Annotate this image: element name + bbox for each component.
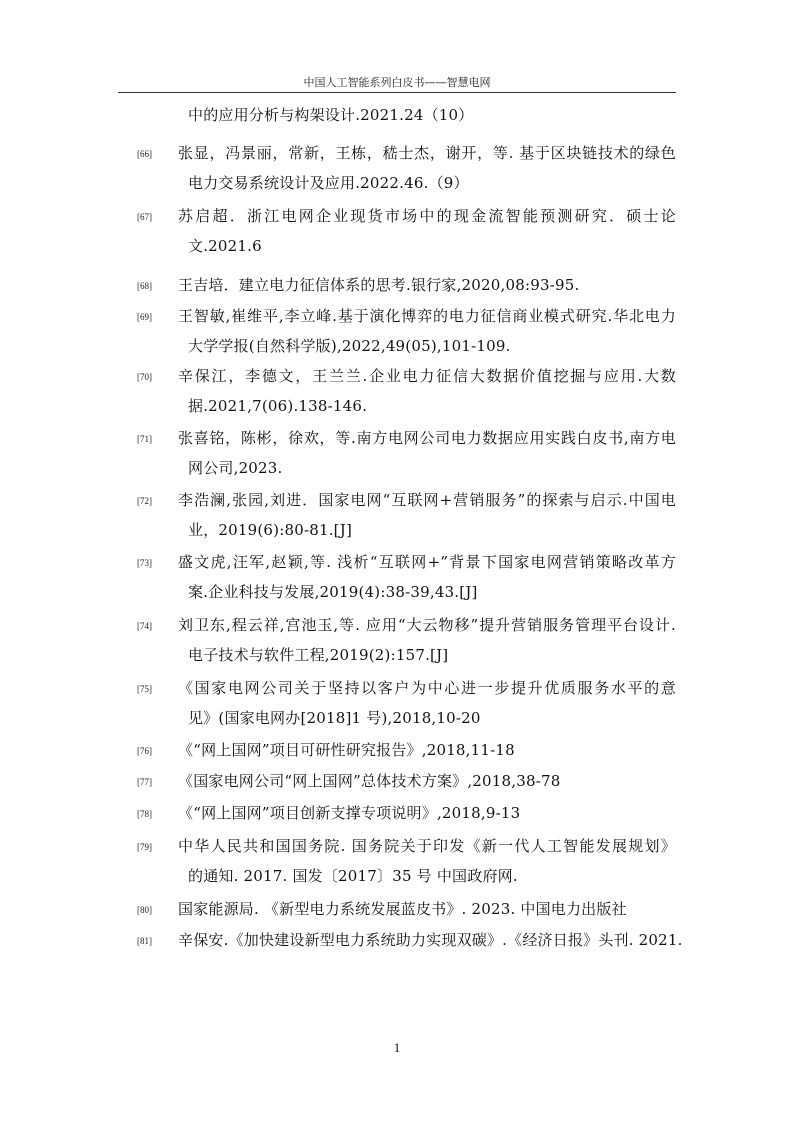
reference-text-line: 《国家电网公司关于坚持以客户为中心进一步提升优质服务水平的意 [178,679,676,697]
reference-number: [75] [137,684,152,694]
page-header: 中国人工智能系列白皮书——智慧电网 [303,76,491,89]
reference-text-line: 盛文虎,汪军,赵颖,等. 浅析“互联网+”背景下国家电网营销策略改革方 [178,553,676,571]
reference-number: [70] [137,372,152,382]
reference-text-line: 电子技术与软件工程,2019(2):157.[J] [188,646,449,664]
header-divider [118,92,676,93]
reference-text-line: 据.2021,7(06).138-146. [188,397,368,415]
reference-number: [80] [137,905,152,915]
reference-number: [76] [137,746,152,756]
reference-text-line: 王吉培．建立电力征信体系的思考.银行家,2020,08:93-95. [178,276,580,294]
reference-number: [69] [137,312,152,322]
reference-number: [77] [137,777,152,787]
reference-number: [81] [137,936,152,946]
reference-text-line: 《国家电网公司“网上国网”总体技术方案》,2018,38-78 [178,772,561,790]
reference-text-line: 国家能源局. 《新型电力系统发展蓝皮书》. 2023. 中国电力出版社 [178,900,627,918]
reference-text-line: 《“网上国网”项目创新支撑专项说明》,2018,9-13 [178,804,521,822]
reference-number: [66] [137,149,152,159]
reference-text-line: 电力交易系统设计及应用.2022.46.（9） [188,174,469,192]
reference-number: [73] [137,558,152,568]
reference-text-line: 中华人民共和国国务院. 国务院关于印发《新一代人工智能发展规划》 [178,837,676,855]
reference-number: [71] [137,434,152,444]
reference-text-line: 大学学报(自然科学版),2022,49(05),101-109. [188,337,511,355]
reference-number: [68] [137,281,152,291]
reference-text-line: 辛保安.《加快建设新型电力系统助力实现双碳》.《经济日报》头刊. 2021. [178,931,683,949]
reference-text-line: 业，2019(6):80-81.[J] [188,521,353,539]
reference-text-line: 王智敏,崔维平,李立峰.基于演化博弈的电力征信商业模式研究.华北电力 [178,307,676,325]
reference-text-line: 《“网上国网”项目可研性研究报告》,2018,11-18 [178,741,515,759]
reference-number: [78] [137,809,152,819]
page-number: 1 [393,1040,401,1055]
reference-text-line: 苏启超．浙江电网企业现货市场中的现金流智能预测研究．硕士论 [178,207,676,225]
reference-text-line: 李浩澜,张园,刘进．国家电网“互联网+营销服务”的探索与启示.中国电 [178,491,676,509]
reference-number: [67] [137,212,152,222]
reference-number: [72] [137,496,152,506]
reference-text-line: 辛保江，李德文，王兰兰.企业电力征信大数据价值挖掘与应用.大数 [178,367,676,385]
reference-number: [74] [137,621,152,631]
reference-text-line: 张显，冯景丽，常新，王栋，嵇士杰，谢开，等. 基于区块链技术的绿色 [178,144,676,162]
reference-text-line: 的通知. 2017. 国发〔2017〕35 号 中国政府网. [188,867,518,885]
reference-text-line: 中的应用分析与构架设计.2021.24（10） [188,106,474,124]
reference-text-line: 刘卫东,程云祥,宫池玉,等. 应用“大云物移”提升营销服务管理平台设计. [178,616,676,634]
reference-text-line: 见》(国家电网办[2018]1 号),2018,10-20 [188,709,481,727]
reference-text-line: 案.企业科技与发展,2019(4):38-39,43.[J] [188,583,478,601]
reference-text-line: 网公司,2023. [188,459,283,477]
reference-number: [79] [137,842,152,852]
reference-text-line: 张喜铭，陈彬，徐欢，等.南方电网公司电力数据应用实践白皮书,南方电 [178,429,676,447]
reference-text-line: 文.2021.6 [188,237,262,255]
